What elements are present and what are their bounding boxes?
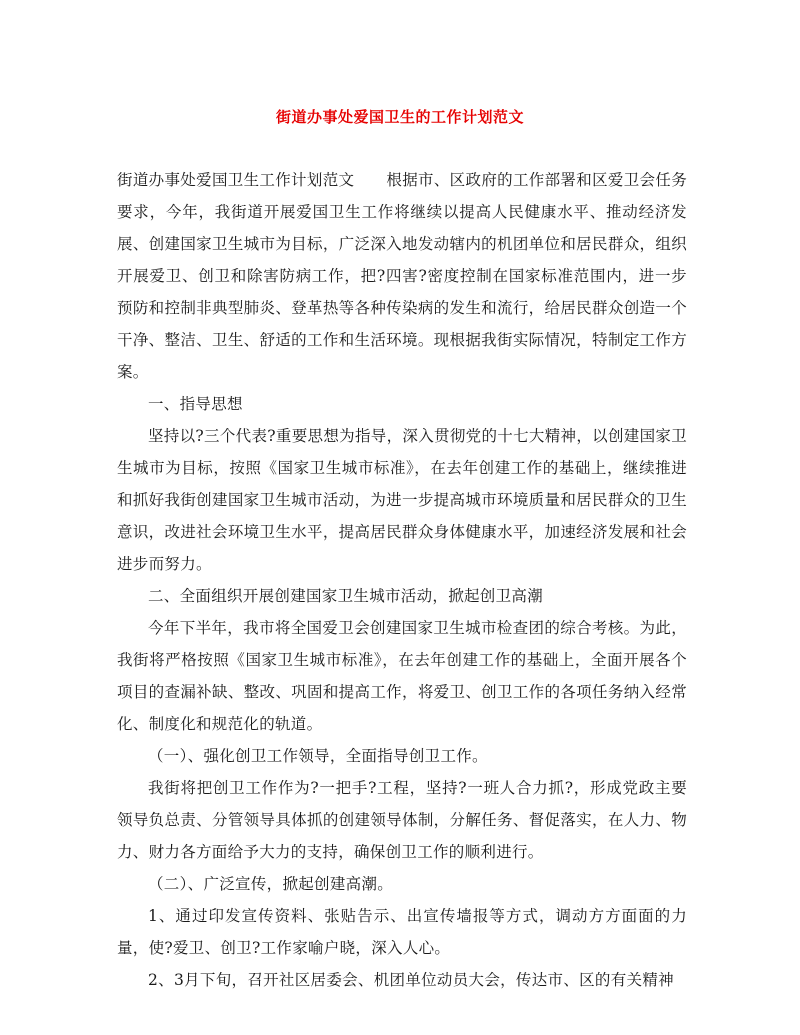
intro-text: 根据市、区政府的工作部署和区爱卫会任务要求，今年，我街道开展爱国卫生工作将继续以提高人民健康水平、推动经济发展、创建国家卫生城市为目标，广泛深入地发动辖内的机团单位和居民群众，组织开展爱卫、创卫和除害防病工作，把?四害?密度控制在国家标准范围内，进一步预防和控制非典型肺炎、登革热等各种传染病的发生和流行，给居民群众创造一个干净、整洁、卫生、舒适的工作和生活环境。现根据我街实际情况，特制定工作方案。: [117, 171, 687, 381]
section-heading-campaign: 二、全面组织开展创建国家卫生城市活动，掀起创卫高潮: [148, 587, 544, 605]
intro-paragraph: [117, 164, 687, 388]
subsection-heading-publicity: （二）、广泛宣传，掀起创建高潮。: [148, 875, 394, 893]
paragraph: 坚持以?三个代表?重要思想为指导，深入贯彻党的十七大精神，以创建国家卫生城市为目标，按照《国家卫生城市标准》，在去年创建工作的基础上，继续推进和抓好我街创建国家卫生城市活动，为进一步提高城市环境质量和居民群众的卫生意识，改进社会环境卫生水平，提高居民群众身体健康水平，加速经济发展和社会进步而努力。: [117, 427, 687, 573]
section-heading-guiding-ideology: 一、指导思想: [148, 395, 243, 413]
paragraph: 今年下半年，我市将全国爱卫会创建国家卫生城市检查团的综合考核。为此，我街将严格按照《国家卫生城市标准》，在去年创建工作的基础上，全面开展各个项目的查漏补缺、整改、巩固和提高工作，将爱卫、创卫工作的各项任务纳入经常化、制度化和规范化的轨道。: [117, 619, 687, 733]
intro-lead: 街道办事处爱国卫生工作计划范文: [117, 171, 355, 189]
document-body: [117, 164, 687, 996]
list-item: 2、3月下旬，召开社区居委会、机团单位动员大会，传达市、区的有关精神: [148, 971, 674, 989]
document-title: 街道办事处爱国卫生的工作计划范文: [275, 108, 524, 126]
paragraph: 我街将把创卫工作作为?一把手?工程，坚持?一班人合力抓?，形成党政主要领导负总责、分管领导具体抓的创建领导体制，分解任务、督促落实，在人力、物力、财力各方面给予大力的支持，确保创卫工作的顺利进行。: [117, 779, 687, 861]
list-item: 1、通过印发宣传资料、张贴告示、出宣传墙报等方式，调动方方面面的力量，使?爱卫、创卫?工作家喻户晓，深入人心。: [117, 907, 687, 957]
subsection-heading-leadership: （一）、强化创卫工作领导，全面指导创卫工作。: [148, 747, 488, 765]
